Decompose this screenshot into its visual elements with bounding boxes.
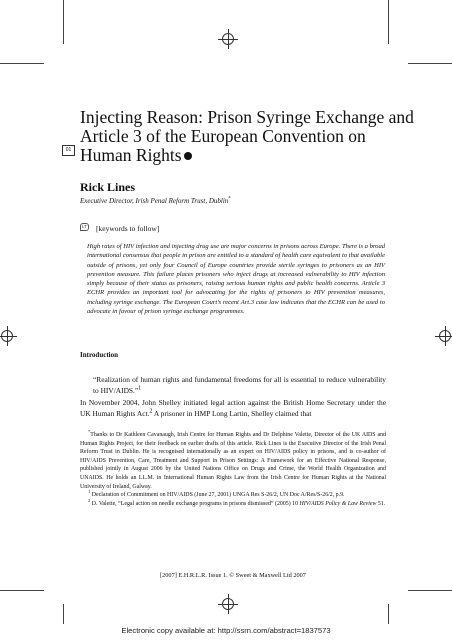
crop-mark-top-right-v (388, 0, 389, 44)
end-dot-icon (184, 152, 192, 160)
ssrn-link-notice[interactable]: Electronic copy available at: http://ssrn.com/abstract=1837573 (121, 626, 331, 635)
crop-mark-bottom-left-v (63, 604, 64, 624)
footnote-2-mark: 2 (88, 497, 91, 503)
epigraph-quote (93, 374, 386, 396)
keywords-placeholder: [keywords to follow] (96, 224, 160, 233)
crop-mark-top-left (0, 63, 44, 64)
page-number-badge: 01 (62, 145, 75, 156)
footnote-2-journal: HIV/AIDS Policy & Law Review (299, 500, 377, 507)
body-text-2: A prisoner in HMP Long Lartin, Shelley claimed that (152, 409, 312, 418)
author-name: Rick Lines (80, 180, 136, 194)
registration-mark-top (222, 33, 234, 45)
footnote-2 (80, 497, 386, 509)
crop-mark-bottom-left (0, 590, 44, 591)
footnote-star-text: Thanks to Dr Kathleen Cavanaugh, Irish Centre for Human Rights and Dr Delphine Valette, Director of the UK AIDS and Human Rights Project, for their feedback on earlier drafts of this article. Rick Lines is the Executive Director of the Irish Penal Reform Trust in Dublin. He is recognised internationally as an expert on HIV/AIDS policy in prisons, and is co-author of HIV/AIDS Prevention, Care, Treatment and Support in Prison Settings: A Framework for an Effective National Response, published jointly in August 2006 by the United Nations Office on Drugs and Crime, the World Health Organization and UNAIDS. He holds an LL.M. in International Human Rights Law from the Irish Centre for Human Rights at the National University of Ireland, Galway. (80, 432, 386, 490)
body-text-1: In November 2004, John Shelley initiated legal action against the British Home Secretary under the UK Human Rights Act. (80, 398, 386, 418)
journal-footer: [2007] E.H.R.L.R. Issue 1. © Sweet & Maxwell Ltd 2007 (160, 572, 306, 579)
section-heading-introduction: Introduction (80, 351, 118, 359)
footnote-star (80, 431, 386, 491)
article-title (80, 108, 420, 165)
footnote-2-text-a: D. Valette, “Legal action on needle exchange programs in prisons dismissed” (2005) 10 (91, 500, 300, 507)
affiliation-text: Executive Director, Irish Penal Reform Trust, Dublin (80, 197, 229, 205)
keyword-tag-label: LT (82, 224, 87, 229)
body-footnote-mark: 2 (149, 408, 153, 415)
affiliation-footnote-mark: * (228, 196, 231, 202)
footnote-1-text: Declaration of Commitment on HIV/AIDS (June 27, 2001) UNGA Res S-26/2, UN Doc A/Res/S-26/2, p.9. (91, 492, 345, 499)
footnotes (80, 431, 386, 508)
footnote-1 (80, 491, 386, 500)
crop-mark-bottom-right-v (388, 604, 389, 624)
abstract: High rates of HIV infection and injecting drug use are major concerns in prisons across Europe. There is a broad international consensus that people in prison are entitled to a standard of health care equivalent to that available outside of prisons, yet only four Council of Europe countries provide sterile syringes to prisoners as an HIV prevention measure. This failure places prisoners who inject drugs at increased vulnerability to HIV infection simply because of their status as prisoners, raising serious human rights and public health concerns. Article 3 ECHR provides an important tool for advocating for the rights of prisoners to HIV prevention measures, including syringe exchange. The European Court’s recent Art.3 case law indicates that the ECHR can be used to advocate in favour of prison syringe exchange programmes. (87, 243, 385, 316)
quote-footnote-mark: 1 (138, 385, 142, 392)
keyword-tag-icon (80, 223, 89, 231)
footnote-star-mark: * (88, 429, 91, 435)
footnote-1-mark: 1 (88, 489, 91, 495)
article-title-text: Injecting Reason: Prison Syringe Exchange and Article 3 of the European Convention on Human Rights (80, 107, 414, 165)
author-affiliation (80, 197, 231, 205)
crop-mark-bottom-right (408, 590, 452, 591)
registration-mark-bottom (222, 598, 234, 610)
body-paragraph (80, 397, 386, 419)
quote-text: “Realization of human rights and fundamental freedoms for all is essential to reduce vulnerability to HIV/AIDS.” (93, 375, 386, 395)
registration-mark-left (1, 330, 13, 342)
crop-mark-top-left-v (63, 0, 64, 44)
registration-mark-right (439, 330, 451, 342)
crop-mark-top-right (408, 63, 452, 64)
footnote-2-text-b: 51. (376, 500, 386, 507)
